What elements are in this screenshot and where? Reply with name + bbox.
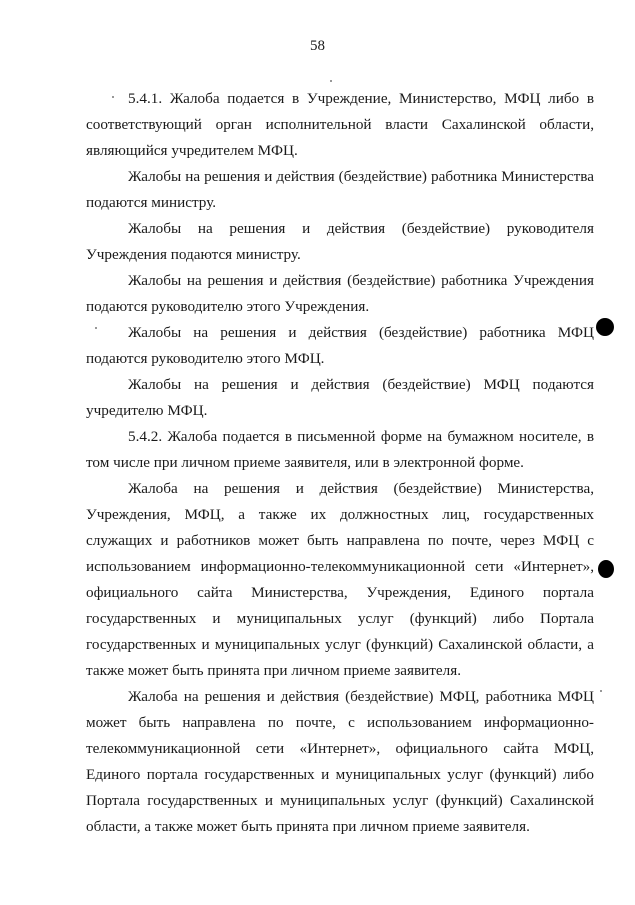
- scan-speck: [600, 690, 602, 692]
- document-body: [86, 86, 594, 840]
- paragraph-complaint-ministry-worker: Жалобы на решения и действия (бездействие) работника Министерства подаются министру.: [86, 168, 594, 211]
- paragraph-complaint-channels: Жалоба на решения и действия (бездействие) Министерства, Учреждения, МФЦ, а также их должностных лиц, государственных служащих и работников может быть направлена по почте, через МФЦ с использованием информационно-телекоммуникационной сети «Интернет», официального сайта Министерства, Учреждения, Единого портала государственных и муниципальных услуг (функций) либо Портала государственных и муниципальных услуг (функций) Сахалинской области, а также может быть принята при личном приеме заявителя.: [86, 480, 594, 679]
- paragraph-complaint-mfc-channels: Жалоба на решения и действия (бездействие) МФЦ, работника МФЦ может быть направлена по почте, с использованием информационно-телекоммуникационной сети «Интернет», официального сайта МФЦ, Единого портала государственных и муниципальных услуг (функций) либо Портала государственных и муниципальных услуг (функций) Сахалинской области, а также может быть принята при личном приеме заявителя.: [86, 688, 594, 835]
- page-number: 58: [310, 38, 325, 54]
- paragraph-complaint-institution-worker: Жалобы на решения и действия (бездействие) работника Учреждения подаются руководителю этого Учреждения.: [86, 272, 594, 315]
- paragraph-5-4-1: 5.4.1. Жалоба подается в Учреждение, Министерство, МФЦ либо в соответствующий орган исполнительной власти Сахалинской области, являющийся учредителем МФЦ.: [86, 90, 594, 159]
- scan-speck: [330, 80, 332, 82]
- punch-hole-lower: [598, 560, 614, 578]
- scan-speck: [112, 96, 114, 98]
- paragraph-complaint-mfc: Жалобы на решения и действия (бездействие) МФЦ подаются учредителю МФЦ.: [86, 376, 594, 419]
- scan-speck: [95, 327, 97, 329]
- paragraph-5-4-2: 5.4.2. Жалоба подается в письменной форме на бумажном носителе, в том числе при личном приеме заявителя, или в электронной форме.: [86, 428, 594, 471]
- punch-hole-upper: [596, 318, 614, 336]
- paragraph-complaint-mfc-worker: Жалобы на решения и действия (бездействие) работника МФЦ подаются руководителю этого МФЦ.: [86, 324, 594, 367]
- paragraph-complaint-institution-head: Жалобы на решения и действия (бездействие) руководителя Учреждения подаются министру.: [86, 220, 594, 263]
